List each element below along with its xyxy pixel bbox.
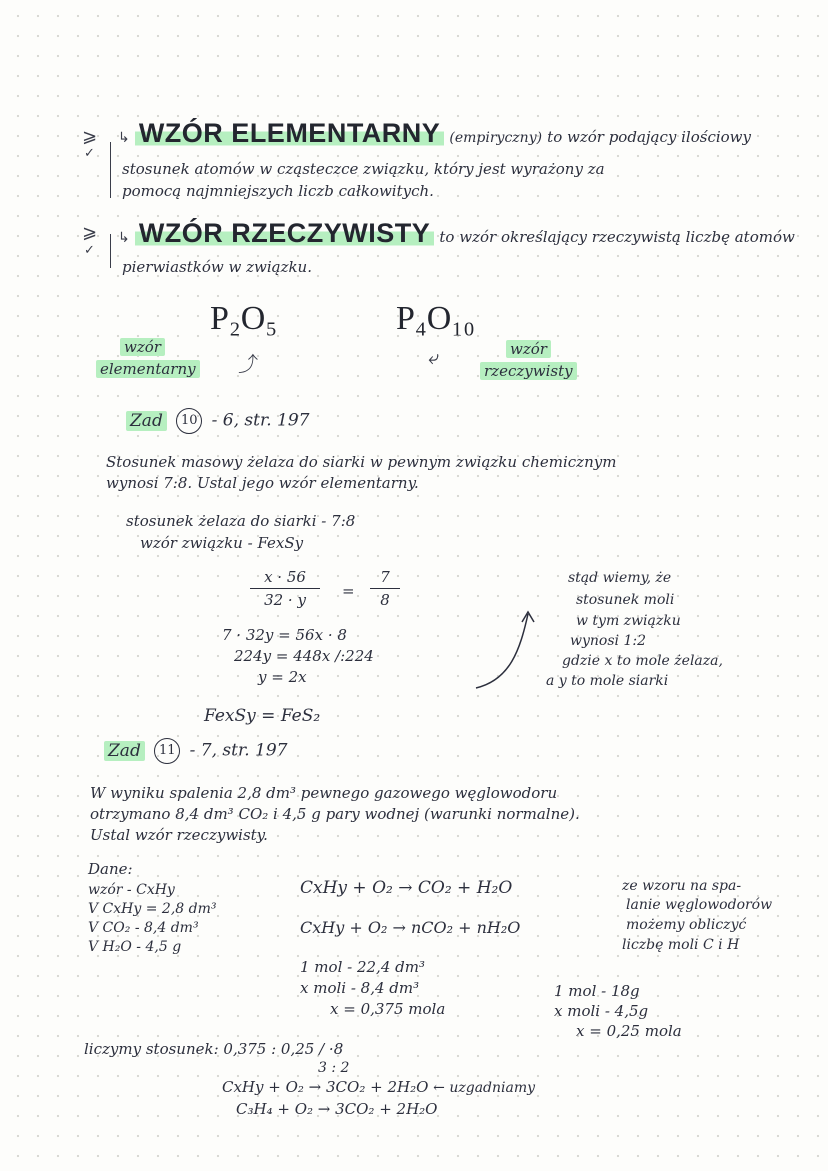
task10-step-3: 7 · 32y = 56x · 8 xyxy=(222,626,347,644)
task11-dane-1: wzór - CxHy xyxy=(88,882,175,898)
task11-calc-6: x = 0,25 mola xyxy=(576,1022,682,1040)
task10-step-2: wzór związku - FexSy xyxy=(140,534,304,552)
task11-question-3: Ustal wzór rzeczywisty. xyxy=(90,826,268,844)
task11-calc-5: x moli - 4,5g xyxy=(554,1002,649,1020)
double-chevron-icon: ⩾ xyxy=(82,126,98,147)
check-icon: ✓ xyxy=(84,146,95,161)
section1-title: WZÓR ELEMENTARNY xyxy=(135,118,444,148)
task11-ratio-2: 3 : 2 xyxy=(318,1060,350,1076)
task11-final-2: C₃H₄ + O₂ → 3CO₂ + 2H₂O xyxy=(236,1100,438,1118)
fraction-left-num: x · 56 xyxy=(264,568,306,586)
section1-line1: to wzór podający ilościowy xyxy=(547,128,751,146)
formula-p4o10: P₄O₁₀ xyxy=(396,300,476,337)
double-chevron-icon: ⩾ xyxy=(82,222,98,243)
formula-p2o5: P₂O₅ xyxy=(210,300,278,337)
task11-calc-4: 1 mol - 18g xyxy=(554,982,640,1000)
task11-question-1: W wyniku spalenia 2,8 dm³ pewnego gazowego węglowodoru xyxy=(90,784,558,802)
curved-arrow-icon: ⤶ xyxy=(428,345,440,369)
task11-dane-3: V CO₂ - 8,4 dm³ xyxy=(88,920,199,936)
task10-step-5: y = 2x xyxy=(258,668,307,686)
section2-line2: pierwiastków w związku. xyxy=(122,258,312,276)
task11-ref: - 7, str. 197 xyxy=(189,740,288,761)
section1-paren: (empiryczny) xyxy=(449,130,543,146)
task11-final-1 xyxy=(222,1078,535,1096)
task11-calc-1: 1 mol - 22,4 dm³ xyxy=(300,958,425,976)
section2-line1: to wzór określający rzeczywistą liczbę atomów xyxy=(439,228,795,246)
label-elementarny-2: elementarny xyxy=(96,360,200,378)
task11-calc-3: x = 0,375 mola xyxy=(330,1000,446,1018)
arrow-right-icon: ↳ xyxy=(118,130,130,146)
task10-note-6: a y to mole siarki xyxy=(546,673,669,689)
curved-arrow-icon: ⤴ xyxy=(238,352,258,376)
task10-question-2: wynosi 7:8. Ustal jego wzór elementarny. xyxy=(106,474,419,492)
task11-final-1-note: ← uzgadniamy xyxy=(433,1080,536,1096)
task10-step-4: 224y = 448x /:224 xyxy=(234,647,374,665)
task10-equals: = xyxy=(342,582,355,600)
label-rzeczywisty-2: rzeczywisty xyxy=(480,362,577,380)
task11-calc-2: x moli - 8,4 dm³ xyxy=(300,979,420,997)
task10-question-1: Stosunek masowy żelaza do siarki w pewnym związku chemicznym xyxy=(106,453,617,471)
task11-label: Zad xyxy=(104,741,145,761)
section1-line3: pomocą najmniejszych liczb całkowitych. xyxy=(122,182,434,200)
task11-dane-4: V H₂O - 4,5 g xyxy=(88,939,182,955)
section1-line2: stosunek atomów w cząsteczce związku, który jest wyrażony za xyxy=(122,160,605,178)
task10-note-2: stosunek moli xyxy=(576,592,675,608)
task11-final-1-formula: CxHy + O₂ → 3CO₂ + 2H₂O xyxy=(222,1078,429,1096)
task11-reaction-1: CxHy + O₂ → CO₂ + H₂O xyxy=(300,878,513,898)
label-elementarny-1: wzór xyxy=(120,338,165,356)
task10-step-6: FexSy = FeS₂ xyxy=(204,706,321,726)
fraction-right-num: 7 xyxy=(380,568,390,586)
section2-title: WZÓR RZECZYWISTY xyxy=(135,218,434,248)
fraction-right-den: 8 xyxy=(380,591,390,609)
label-rzeczywisty-1: wzór xyxy=(506,340,551,358)
task10-label: Zad xyxy=(126,411,167,431)
task11-header xyxy=(104,738,288,764)
task11-rnote-4: liczbę moli C i H xyxy=(622,937,740,953)
task11-ratio: liczymy stosunek: 0,375 : 0,25 / ·8 xyxy=(84,1040,344,1058)
fraction-left-den: 32 · y xyxy=(264,591,306,609)
task11-dane-label: Dane: xyxy=(88,860,133,878)
task10-note-5: gdzie x to mole żelaza, xyxy=(562,653,723,669)
task10-ref: - 6, str. 197 xyxy=(211,410,310,431)
task10-step-1: stosunek żelaza do siarki - 7:8 xyxy=(126,512,356,530)
task10-note-1: stąd wiemy, że xyxy=(568,570,672,586)
task11-reaction-2: CxHy + O₂ → nCO₂ + nH₂O xyxy=(300,918,521,937)
arrow-right-icon: ↳ xyxy=(118,230,130,246)
task10-note-4: wynosi 1:2 xyxy=(570,633,646,649)
check-icon: ✓ xyxy=(84,243,95,258)
task11-rnote-2: lanie węglowodorów xyxy=(626,897,773,913)
task11-rnote-1: ze wzoru na spa- xyxy=(622,878,742,894)
task11-question-2: otrzymano 8,4 dm³ CO₂ i 4,5 g pary wodnej (warunki normalne). xyxy=(90,805,580,823)
task10-note-3: w tym związku xyxy=(576,613,681,629)
task10-number: 10 xyxy=(176,408,202,434)
task11-number: 11 xyxy=(154,738,180,764)
task11-dane-2: V CxHy = 2,8 dm³ xyxy=(88,901,217,917)
task11-rnote-3: możemy obliczyć xyxy=(626,917,747,933)
